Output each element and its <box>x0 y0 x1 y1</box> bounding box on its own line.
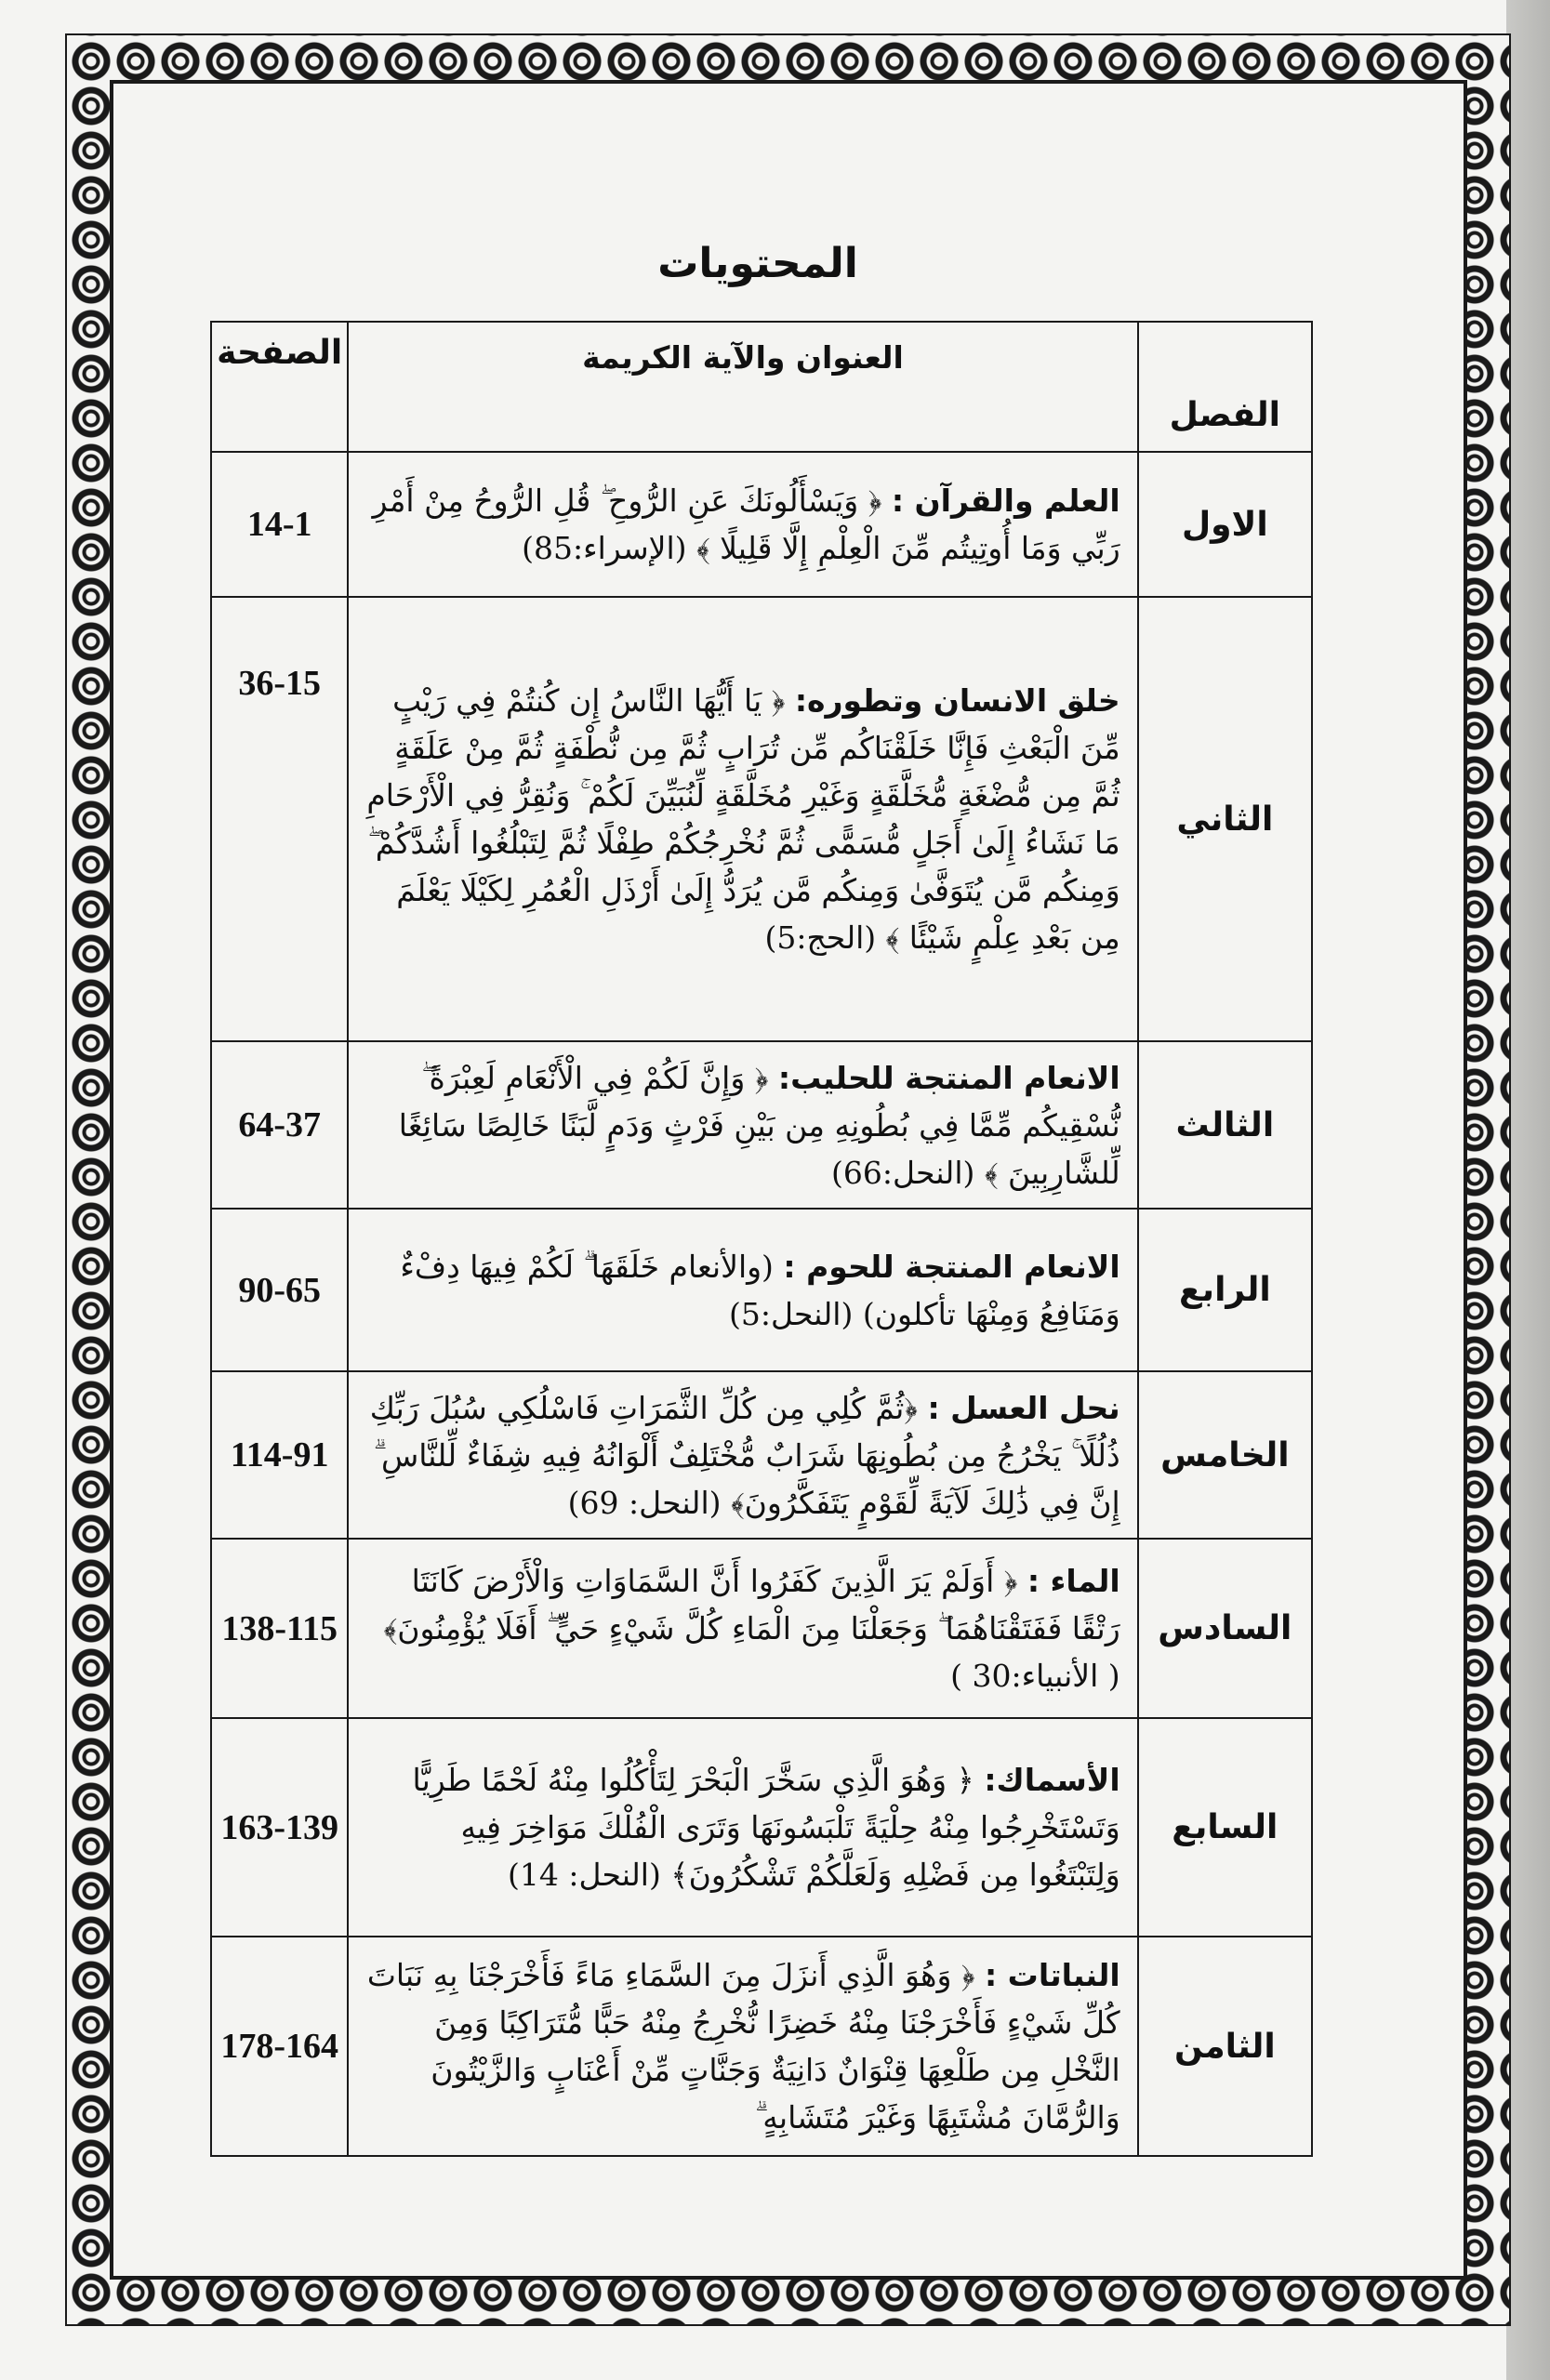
header-page: الصفحة <box>211 322 348 452</box>
table-row <box>211 1937 1312 2156</box>
header-title: العنوان والآية الكريمة <box>348 322 1137 452</box>
chapter-verse: ﴿ أَوَلَمْ يَرَ الَّذِينَ كَفَرُوا أَنَّ السَّمَاوَاتِ وَالْأَرْضَ كَانَتَا رَتْقًا فَفَتَقْنَاهُمَا ۖ وَجَعَلْنَا مِنَ الْمَاءِ كُلَّ شَيْءٍ حَيٍّ ۖ أَفَلَا يُؤْمِنُونَ﴾ ( الأنبياء:30 ) <box>383 1563 1120 1694</box>
chapter-verse: ﴿ وَيَسْأَلُونَكَ عَنِ الرُّوحِ ۖ قُلِ الرُّوحُ مِنْ أَمْرِ رَبِّي وَمَا أُوتِيتُم مِّنَ الْعِلْمِ إِلَّا قَلِيلًا ﴾ (الإسراء:85) <box>372 483 1120 566</box>
chapter-title <box>348 1041 1137 1209</box>
chapter-label: الانعام المنتجة للحليب: <box>777 1059 1120 1096</box>
chapter-title <box>348 1539 1137 1718</box>
chapter-title <box>348 1718 1137 1937</box>
table-row <box>211 597 1312 1041</box>
table-header-row <box>211 322 1312 452</box>
chapter-verse: ﴿ وَهُوَ الَّذِي أَنزَلَ مِنَ السَّمَاءِ مَاءً فَأَخْرَجْنَا بِهِ نَبَاتَ كُلِّ شَيْءٍ فَأَخْرَجْنَا مِنْهُ خَضِرًا نُّخْرِجُ مِنْهُ حَبًّا مُّتَرَاكِبًا وَمِنَ النَّخْلِ مِن طَلْعِهَا قِنْوَانٌ دَانِيَةٌ وَجَنَّاتٍ مِّنْ أَعْنَابٍ وَالزَّيْتُونَ وَالرُّمَّانَ مُشْتَبِهًا وَغَيْرَ مُتَشَابِهٍ ۗ <box>366 1957 1120 2135</box>
chapter-name: السابع <box>1138 1718 1312 1937</box>
page-range: 163-139 <box>211 1718 348 1937</box>
chapter-label: الماء : <box>1027 1563 1120 1599</box>
contents-table <box>210 321 1313 2157</box>
chapter-verse: ﴿ وَإِنَّ لَكُمْ فِي الْأَنْعَامِ لَعِبْرَةً ۖ نُّسْقِيكُم مِّمَّا فِي بُطُونِهِ مِن بَيْنِ فَرْثٍ وَدَمٍ لَّبَنًا خَالِصًا سَائِغًا لِّلشَّارِبِينَ ﴾ (النحل:66) <box>398 1059 1120 1191</box>
chapter-name: الثاني <box>1138 597 1312 1041</box>
table-row <box>211 1041 1312 1209</box>
chapter-name: الخامس <box>1138 1371 1312 1539</box>
chapter-label: خلق الانسان وتطوره: <box>794 682 1120 719</box>
page-range: 90-65 <box>211 1209 348 1371</box>
chapter-verse: ﴿ وَهُوَ الَّذِي سَخَّرَ الْبَحْرَ لِتَأْكُلُوا مِنْهُ لَحْمًا طَرِيًّا وَتَسْتَخْرِجُوا مِنْهُ حِلْيَةً تَلْبَسُونَهَا وَتَرَى الْفُلْكَ مَوَاخِرَ فِيهِ وَلِتَبْتَغُوا مِن فَضْلِهِ وَلَعَلَّكُمْ تَشْكُرُونَ﴾ (النحل: 14) <box>412 1762 1120 1893</box>
chapter-name: السادس <box>1138 1539 1312 1718</box>
page-range: 14-1 <box>211 452 348 597</box>
page-range: 114-91 <box>211 1371 348 1539</box>
chapter-verse: (والأنعام خَلَقَهَا ۗ لَكُمْ فِيهَا دِفْءٌ وَمَنَافِعُ وَمِنْهَا تأكلون) (النحل:5) <box>400 1248 1120 1332</box>
chapter-label: الأسماك: <box>984 1762 1120 1798</box>
chapter-verse: ﴿ثُمَّ كُلِي مِن كُلِّ الثَّمَرَاتِ فَاسْلُكِي سُبُلَ رَبِّكِ ذُلُلًا ۚ يَخْرُجُ مِن بُطُونِهَا شَرَابٌ مُّخْتَلِفٌ أَلْوَانُهُ فِيهِ شِفَاءٌ لِّلنَّاسِ ۗ إِنَّ فِي ذَٰلِكَ لَآيَةً لِّقَوْمٍ يَتَفَكَّرُونَ﴾ (النحل: 69) <box>369 1389 1120 1521</box>
chapter-label: النباتات : <box>984 1957 1120 1993</box>
chapter-title <box>348 1371 1137 1539</box>
chapter-label: نحل العسل : <box>927 1389 1120 1426</box>
page-range: 36-15 <box>211 597 348 1041</box>
chapter-title <box>348 452 1137 597</box>
chapter-name: الثامن <box>1138 1937 1312 2156</box>
chapter-title <box>348 1209 1137 1371</box>
page-range: 138-115 <box>211 1539 348 1718</box>
page-edge-shadow <box>1506 0 1550 2380</box>
chapter-label: الانعام المنتجة للحوم : <box>783 1248 1120 1285</box>
page-range: 64-37 <box>211 1041 348 1209</box>
page-range: 178-164 <box>211 1937 348 2156</box>
table-row <box>211 1718 1312 1937</box>
chapter-label: العلم والقرآن : <box>891 483 1120 519</box>
table-row <box>211 452 1312 597</box>
table-row <box>211 1209 1312 1371</box>
chapter-title <box>348 1937 1137 2156</box>
table-row <box>211 1371 1312 1539</box>
chapter-verse: ﴿ يَا أَيُّهَا النَّاسُ إِن كُنتُمْ فِي رَيْبٍ مِّنَ الْبَعْثِ فَإِنَّا خَلَقْنَاكُم مِّن تُرَابٍ ثُمَّ مِن نُّطْفَةٍ ثُمَّ مِنْ عَلَقَةٍ ثُمَّ مِن مُّضْغَةٍ مُّخَلَّقَةٍ وَغَيْرِ مُخَلَّقَةٍ لِّنُبَيِّنَ لَكُمْ ۚ وَنُقِرُّ فِي الْأَرْحَامِ مَا نَشَاءُ إِلَىٰ أَجَلٍ مُّسَمًّى ثُمَّ نُخْرِجُكُمْ طِفْلًا ثُمَّ لِتَبْلُغُوا أَشُدَّكُمْ ۖ وَمِنكُم مَّن يُتَوَفَّىٰ وَمِنكُم مَّن يُرَدُّ إِلَىٰ أَرْذَلِ الْعُمُرِ لِكَيْلَا يَعْلَمَ مِن بَعْدِ عِلْمٍ شَيْئًا ﴾ (الحج:5) <box>366 682 1120 956</box>
table-row <box>211 1539 1312 1718</box>
page-title: المحتويات <box>657 240 858 287</box>
header-chapter: الفصل <box>1138 322 1312 452</box>
chapter-title <box>348 597 1137 1041</box>
chapter-name: الاول <box>1138 452 1312 597</box>
chapter-name: الثالث <box>1138 1041 1312 1209</box>
chapter-name: الرابع <box>1138 1209 1312 1371</box>
